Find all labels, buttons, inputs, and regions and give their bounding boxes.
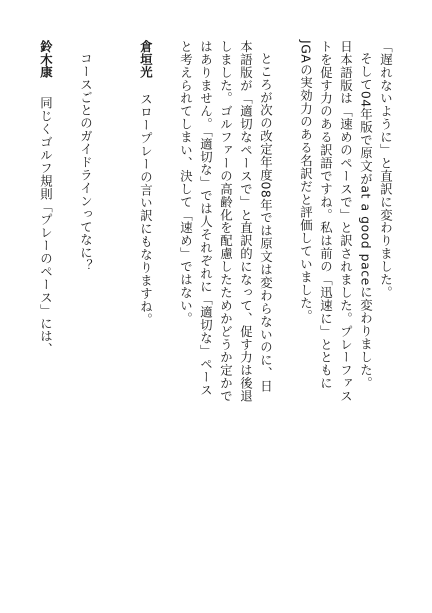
speaker-name: 倉垣光 <box>138 40 154 79</box>
text-column-1: 「遅れないように」と直訳に変わりました。 <box>378 40 394 299</box>
speaker-text: 同じくゴルフ規則「プレーのペース」には、 <box>38 96 54 356</box>
text-column-10: と考えられてしまい、決して「速め」ではない。 <box>178 40 194 325</box>
text-column-5: JGAの実効力のある名訳だと評価していました。 <box>298 40 314 323</box>
speaker-name: 鈴木康 <box>38 40 54 79</box>
speaker-text: スロープレーの言い訳にもなりますね。 <box>138 92 154 326</box>
text-column-4: トを促す力のある訳語ですね。私は前の「迅速に」とともに <box>318 40 334 390</box>
text-column-6: ところが次の改定年度08年では原文は変わらないのに、日 <box>258 52 274 393</box>
text-column-7: 本語版が「適切なペースで」と直訳的になって、促す力は後退 <box>238 40 254 403</box>
text-column-2: そして04年版で原文がat a good paceに変わりました。 <box>358 52 374 390</box>
text-column-3: 日本語版は「速めのペースで」と訳されました。プレーファス <box>338 40 354 403</box>
speaker-line-kuragaki <box>138 40 154 326</box>
text-column-12: コースごとのガイドラインってなに？ <box>78 52 94 273</box>
text-column-8: しました。ゴルファーの高齢化を配慮したためかどうか定かで <box>218 40 234 403</box>
speaker-line-suzuki <box>38 40 54 356</box>
text-column-9: はありません。「適切な」では人それぞれに「適切な」ペース <box>198 40 214 397</box>
